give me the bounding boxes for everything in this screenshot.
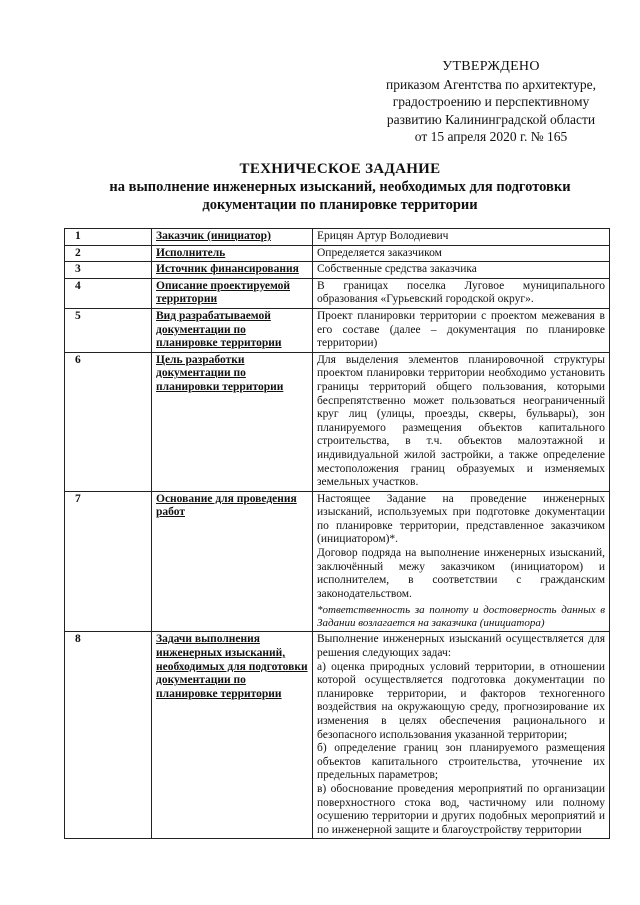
row-value: Для выделения элементов планировочной структуры проектом планировки территории необходимо установить границы территорий общего пользования, которыми беспрепятственно может пользоваться неограниченный круг лиц (улицы, проезды, скверы, бульвары), зон планируемого размещения объектов капитального строительства, в т.ч. объектов малоэтажной и индивидуальной жилой застройки, а также определение местоположения границ образуемых и изменяемых земельных участков.	[313, 352, 610, 491]
approval-line: приказом Агентства по архитектуре,	[386, 76, 596, 92]
row-label: Заказчик (инициатор)	[152, 229, 313, 246]
table-row	[65, 262, 610, 279]
row-label: Вид разрабатываемой документации по планировке территории	[152, 308, 313, 352]
row-value: Определяется заказчиком	[313, 245, 610, 262]
row-number: 4	[65, 278, 152, 308]
document-title-line: на выполнение инженерных изысканий, необходимых для подготовки	[109, 179, 571, 195]
table-row	[65, 308, 610, 352]
row-label: Основание для проведения работ	[152, 491, 313, 632]
document-title	[100, 160, 580, 214]
row-label: Источник финансирования	[152, 262, 313, 279]
table-row	[65, 491, 610, 632]
row-number: 1	[65, 229, 152, 246]
table-row	[65, 278, 610, 308]
row-number: 2	[65, 245, 152, 262]
row-value: Ерицян Артур Володиевич	[313, 229, 610, 246]
table-row	[65, 352, 610, 491]
approval-stamp	[360, 58, 622, 146]
row-number: 8	[65, 632, 152, 839]
row-value: Проект планировки территории с проектом межевания в его составе (далее – документация по планировке территории)	[313, 308, 610, 352]
document-title-line: документации по планировке территории	[202, 197, 478, 213]
row-label: Цель разработки документации по планировки территории	[152, 352, 313, 491]
specification-table	[64, 228, 610, 839]
responsibility-note: *ответственность за полноту и достоверность данных в Задании возлагается на заказчика (инициатора)	[317, 604, 605, 630]
approval-title: УТВЕРЖДЕНО	[442, 59, 540, 74]
approval-line: градостроению и перспективному	[392, 94, 590, 109]
table-row	[65, 245, 610, 262]
row-value: Собственные средства заказчика	[313, 262, 610, 279]
row-label: Задачи выполнения инженерных изысканий, необходимых для подготовки документации по планировке территории	[152, 632, 313, 839]
row-number: 6	[65, 352, 152, 491]
row-value: Настоящее Задание на проведение инженерных изысканий, используемых при подготовке документации по планировке территории, представленное заказчиком (инициатором)*. Договор подряда на выполнение инженерных изысканий, заключённый межу заказчиком (инициатором) и исполнителем, в соответствии с гражданским законодательством. *ответственность за полноту и достоверность данных в Задании возлагается на заказчика (инициатора)	[313, 491, 610, 632]
row-label: Описание проектируемой территории	[152, 278, 313, 308]
row-number: 7	[65, 491, 152, 632]
row-label: Исполнитель	[152, 245, 313, 262]
table-row	[65, 632, 610, 839]
document-title-main: ТЕХНИЧЕСКОЕ ЗАДАНИЕ	[239, 161, 441, 177]
row-number: 5	[65, 308, 152, 352]
approval-date: от 15 апреля 2020 г. № 165	[414, 129, 568, 144]
approval-line: развитию Калининградской области	[386, 111, 596, 127]
row-value: Выполнение инженерных изысканий осуществляется для решения следующих задач: а) оценка природных условий территории, в отношении которой осуществляется подготовка документации по планировке территории, и факторов техногенного воздействия на окружающую среду, прогнозирование их изменения в целях обеспечения рационального и безопасного использования указанной территории; б) определение границ зон планируемого размещения объектов капитального строительства, уточнение их предельных параметров; в) обоснование проведения мероприятий по организации поверхностного стока вод, частичному или полному осушению территории и других подобных мероприятий и по инженерной защите и благоустройству территории	[313, 632, 610, 839]
row-number: 3	[65, 262, 152, 279]
table-row	[65, 229, 610, 246]
row-value: В границах поселка Луговое муниципального образования «Гурьевский городской округ».	[313, 278, 610, 308]
